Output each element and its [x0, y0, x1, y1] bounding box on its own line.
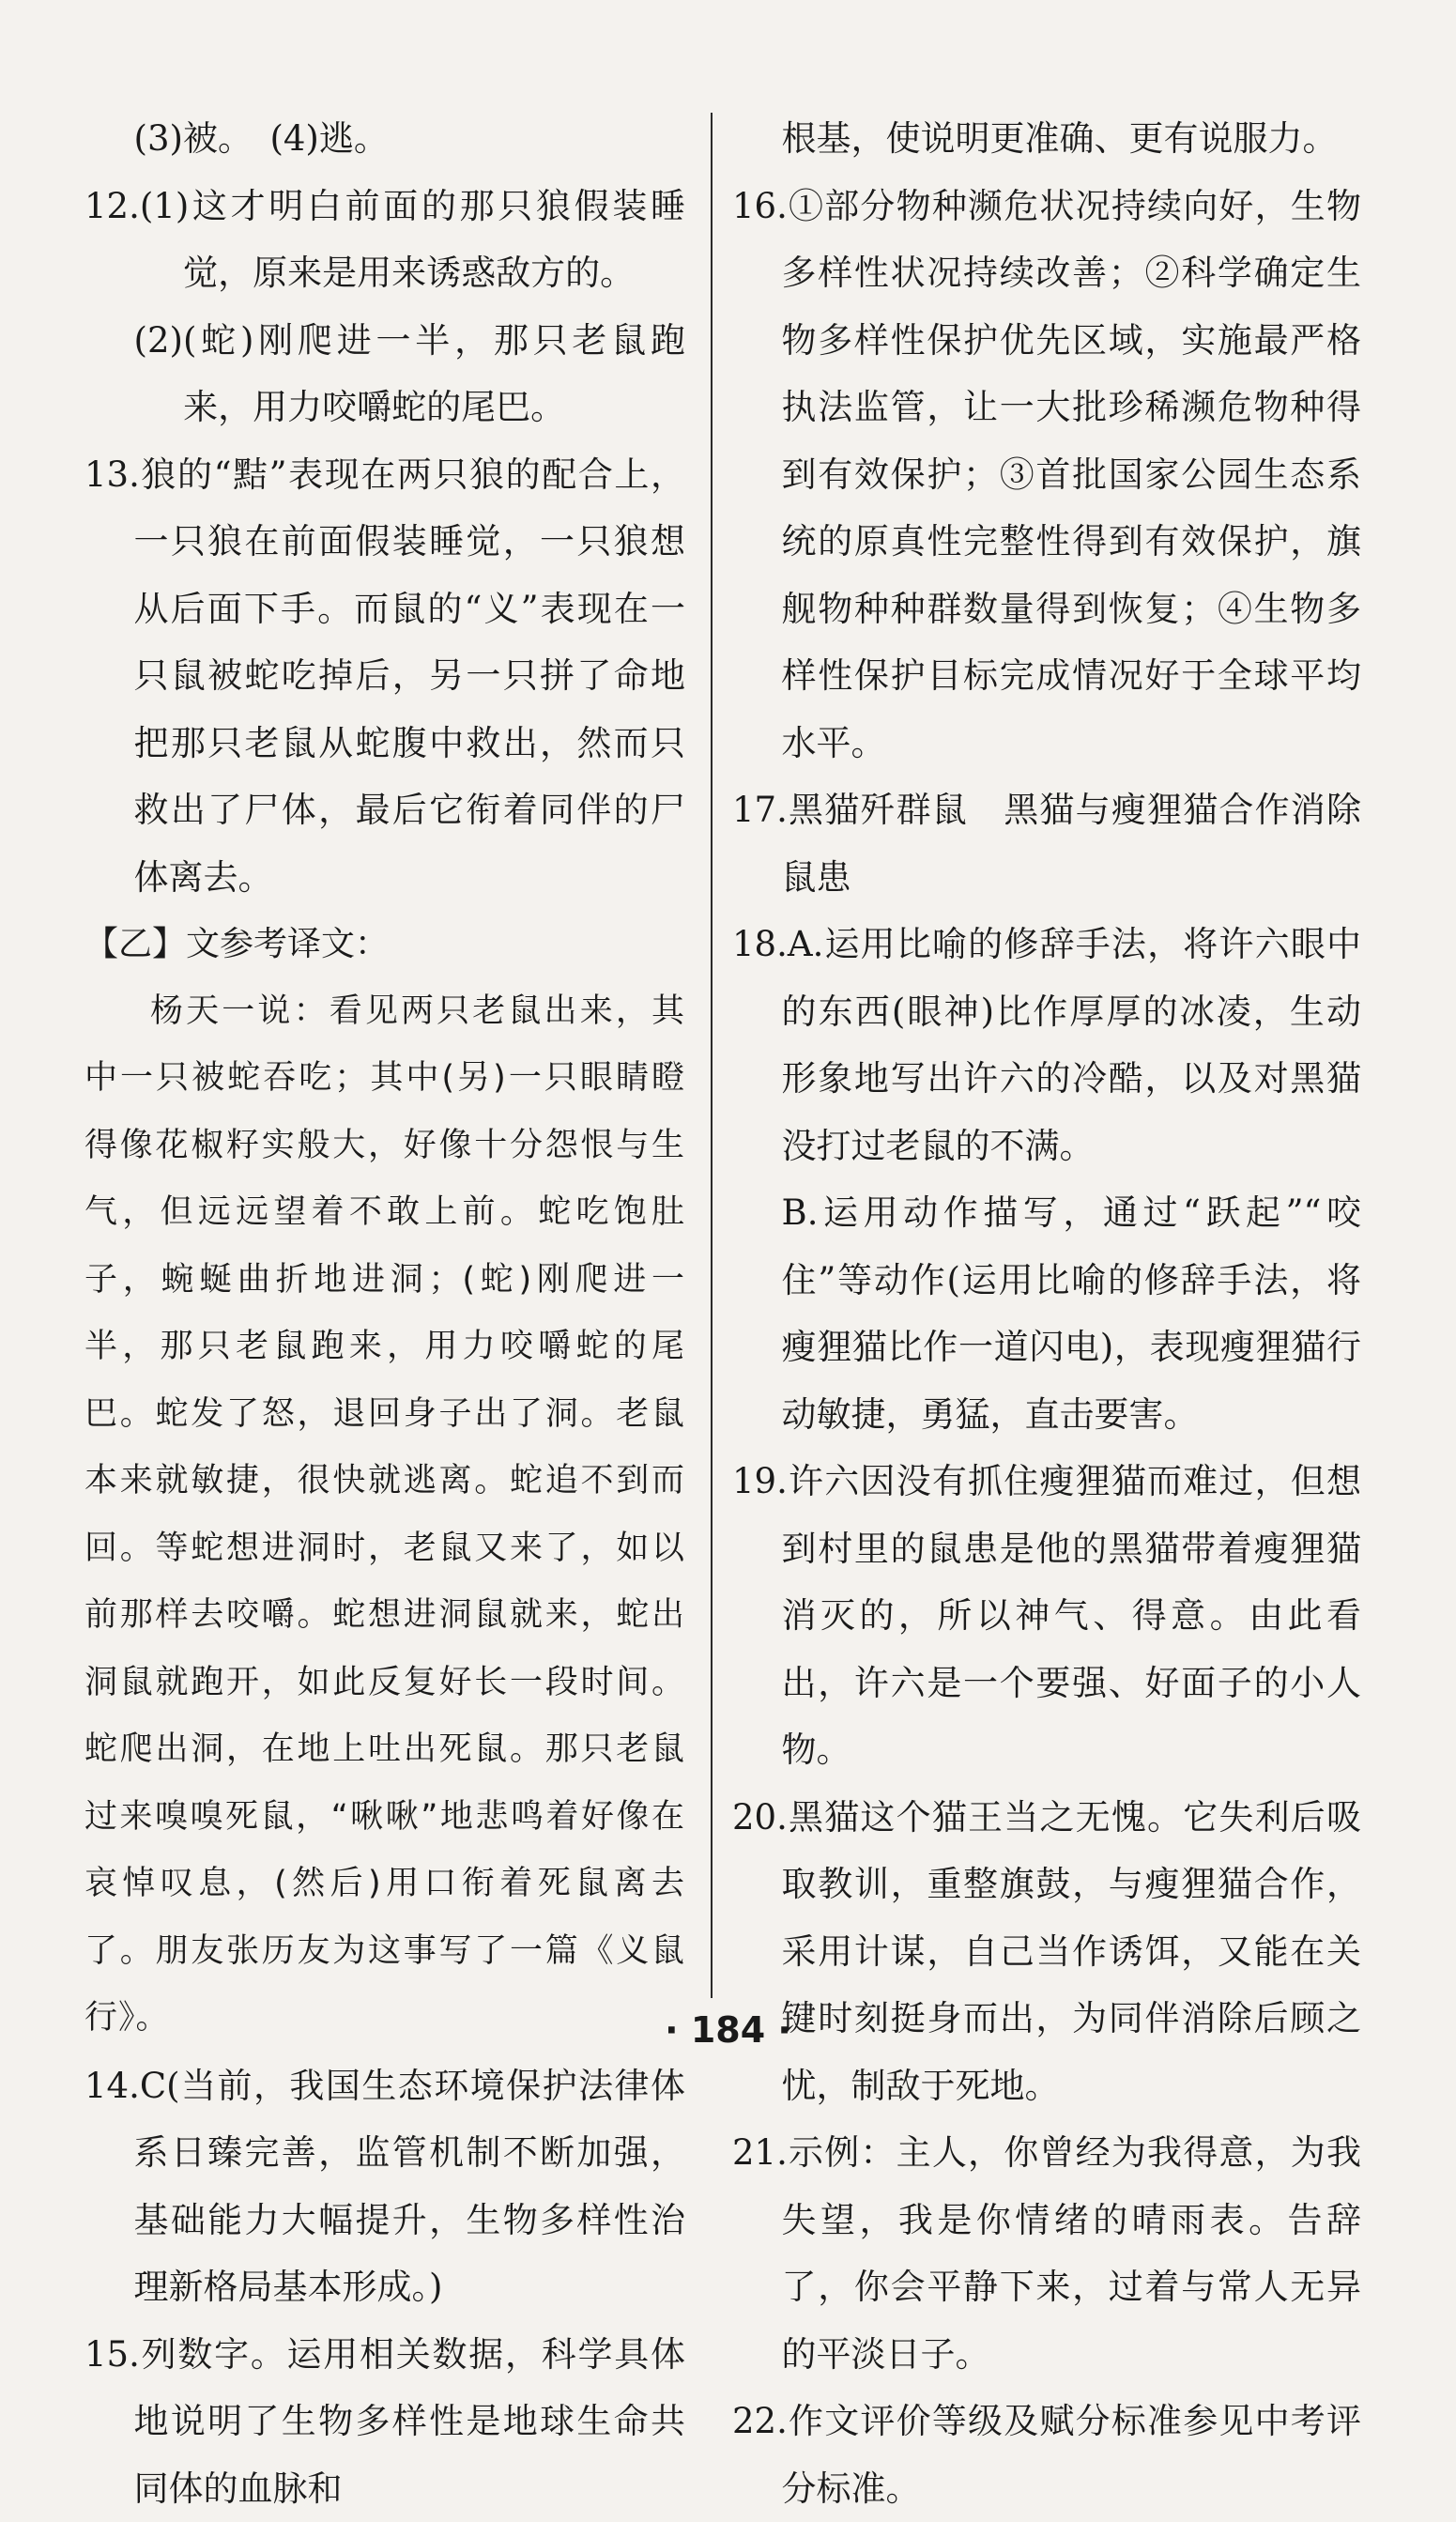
left-column: [84, 105, 685, 2522]
answer-16: 16.①部分物种濒危状况持续向好，生物多样性状况持续改善；②科学确定生物多样性保护优先区域，实施最严格执法监管，让一大批珍稀濒危物种得到有效保护；③首批国家公园生态系统的原真性完整性得到有效保护，旗舰物种种群数量得到恢复；④生物多样性保护目标完成情况好于全球平均水平。: [732, 173, 1361, 777]
answer-13: 13.狼的“黠”表现在两只狼的配合上，一只狼在前面假装睡觉，一只狼想从后面下手。而鼠的“义”表现在一只鼠被蛇吃掉后，另一只拼了命地把那只老鼠从蛇腹中救出，然而只救出了尸体，最后它衔着同伴的尸体离去。: [84, 441, 685, 912]
right-column: [732, 105, 1361, 2522]
answer-11-continued: (3)被。 (4)逃。: [84, 105, 685, 173]
page-number: · 184 ·: [0, 2009, 1456, 2051]
column-divider: [711, 113, 713, 1998]
answer-18-b: B.运用动作描写，通过“跃起”“咬住”等动作(运用比喻的修辞手法，将瘦狸猫比作一道闪电)，表现瘦狸猫行动敏捷，勇猛，直击要害。: [732, 1179, 1361, 1448]
answer-20: 20.黑猫这个猫王当之无愧。它失利后吸取教训，重整旗鼓，与瘦狸猫合作，采用计谋，自己当作诱饵，又能在关键时刻挺身而出，为同伴消除后顾之忧，制敌于死地。: [732, 1784, 1361, 2120]
answer-14: 14.C(当前，我国生态环境保护法律体系日臻完善，监管机制不断加强，基础能力大幅提升，生物多样性治理新格局基本形成。): [84, 2053, 685, 2321]
answer-15: 15.列数字。运用相关数据，科学具体地说明了生物多样性是地球生命共同体的血脉和: [84, 2321, 685, 2522]
answer-15-continued: 根基，使说明更准确、更有说服力。: [732, 105, 1361, 173]
answer-19: 19.许六因没有抓住瘦狸猫而难过，但想到村里的鼠患是他的黑猫带着瘦狸猫消灭的，所以神气、得意。由此看出，许六是一个要强、好面子的小人物。: [732, 1448, 1361, 1784]
translation-heading: 【乙】文参考译文：: [84, 911, 685, 978]
answer-18-a: 18.A.运用比喻的修辞手法，将许六眼中的东西(眼神)比作厚厚的冰凌，生动形象地写出许六的冷酷，以及对黑猫没打过老鼠的不满。: [732, 911, 1361, 1179]
answer-12-part-2: (2)(蛇)刚爬进一半，那只老鼠跑来，用力咬嚼蛇的尾巴。: [84, 307, 685, 441]
answer-12-part-1: 12.(1)这才明白前面的那只狼假装睡觉，原来是用来诱惑敌方的。: [84, 173, 685, 307]
translation-text: 杨天一说：看见两只老鼠出来，其中一只被蛇吞吃；其中(另)一只眼睛瞪得像花椒籽实般大，好像十分怨恨与生气，但远远望着不敢上前。蛇吃饱肚子，蜿蜒曲折地进洞；(蛇)刚爬进一半，那只老鼠跑来，用力咬嚼蛇的尾巴。蛇发了怒，退回身子出了洞。老鼠本来就敏捷，很快就逃离。蛇追不到而回。等蛇想进洞时，老鼠又来了，如以前那样去咬嚼。蛇想进洞鼠就来，蛇出洞鼠就跑开，如此反复好长一段时间。蛇爬出洞，在地上吐出死鼠。那只老鼠过来嗅嗅死鼠，“啾啾”地悲鸣着好像在哀悼叹息，(然后)用口衔着死鼠离去了。朋友张历友为这事写了一篇《义鼠行》。: [84, 978, 685, 2053]
answer-22: 22.作文评价等级及赋分标准参见中考评分标准。: [732, 2388, 1361, 2522]
answer-17: 17.黑猫歼群鼠 黑猫与瘦狸猫合作消除鼠患: [732, 777, 1361, 911]
answer-21: 21.示例：主人，你曾经为我得意，为我失望，我是你情绪的晴雨表。告辞了，你会平静下来，过着与常人无异的平淡日子。: [732, 2119, 1361, 2388]
